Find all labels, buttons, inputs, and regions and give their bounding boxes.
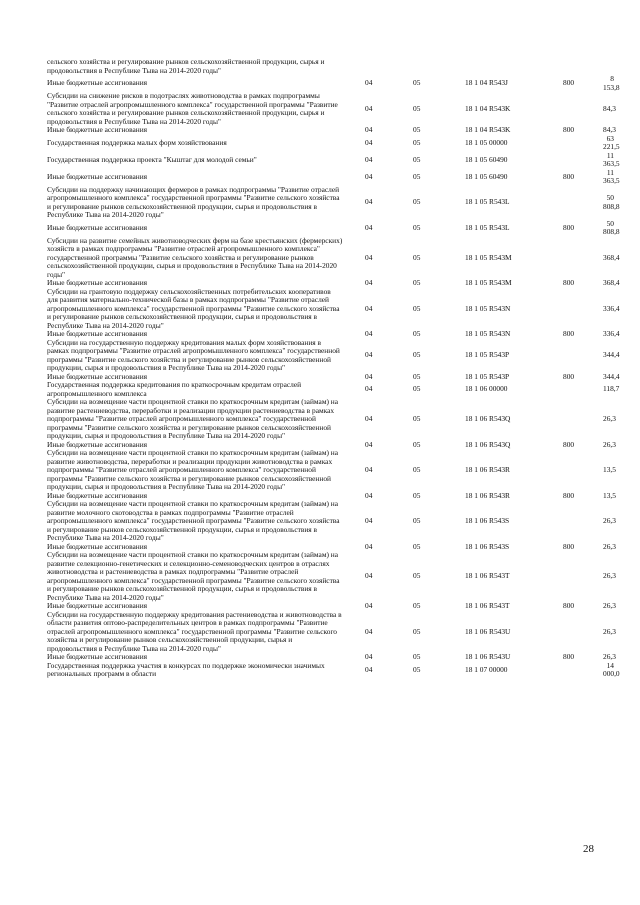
row-expense-type-code: 800 [563,78,575,88]
row-target-article-code: 18 1 05 00000 [465,137,508,147]
row-section-code: 04 [365,171,373,181]
row-expense-type-code: 800 [563,490,575,500]
row-amount: 63 221,5 [603,133,620,151]
row-name: Иные бюджетные ассигнования [47,439,148,449]
row-name: Субсидии на государственную поддержку кредитования растениеводства и животноводства в области развития оптово-распределительных центров в рамках подпрограммы "Развитие отраслей агропромышленного комплекса" государственной программы "Развитие сельского хозяйства и регулирование рынков сельскохозяйственной продукции, сырья и продовольствия в Республике Тыва на 2014-2020 годы" [47,609,342,653]
row-name: Государственная поддержка малых форм хозяйствования [47,137,227,147]
row-target-article-code: 18 1 05 R543N [465,303,511,313]
row-name: Субсидии на снижение рисков в подотраслях животноводства в рамках подпрограммы "Развитие отраслей агропромышленного комплекса" государственной программы "Развитие сельского хозяйства и регулирование рынков сельскохозяйственной продукции, сырья и продовольствия в Республике Тыва на 2014-2020 годы" [47,91,338,126]
row-section-code: 04 [365,125,373,134]
row-target-article-code: 18 1 05 R543L [465,197,510,207]
row-amount: 84,3 [603,103,616,113]
row-expense-type-code [553,135,603,152]
row-amount: 26,3 [603,571,616,581]
row-target-article-code: 18 1 06 R543U [465,652,511,661]
row-section-code: 04 [365,465,373,474]
row-section-code: 04 [365,541,373,551]
row-amount: 344,4 [603,371,620,381]
row-target-article-code: 18 1 05 R543N [465,329,511,338]
row-amount: 13,5 [603,490,616,500]
row-section-code: 04 [365,371,373,381]
row-expense-type-code [553,288,603,331]
row-amount: 368,4 [603,278,620,287]
row-name: Субсидии на возмещение части процентной ставки по краткосрочным кредитам (займам) на развитие животноводства, переработки и реализации продукции животноводства в рамках подпрограммы "Развитие отраслей агропромышленного комплекса" государственной программы "Развитие сельского хозяйства и регулирование рынков сельскохозяйственной продукции, сырья и продовольствия в Республике Тыва на 2014-2020 годы" [47,448,339,491]
table-row [47,75,614,92]
row-section-code: 04 [365,329,373,338]
row-name: Иные бюджетные ассигнования [47,125,148,134]
row-target-article-code: 18 1 06 00000 [465,384,508,394]
row-target-article-code: 18 1 05 R543L [465,222,510,232]
row-section-code: 04 [365,103,373,113]
row-expense-type-code [553,398,603,441]
row-name: Субсидии на возмещение части процентной ставки по краткосрочным кредитам (займам) на развитие молочного скотоводства в рамках подпрограммы "Развитие отраслей агропромышленного комплекса" государственной программы "Развитие сельского хозяйства и регулирование рынков сельскохозяйственной продукции, сырья и продовольствия в Республике Тыва на 2014-2020 годы" [47,499,340,542]
row-subsection-code: 05 [413,626,421,636]
row-amount: 26,3 [603,652,616,661]
row-subsection-code: 05 [413,541,421,551]
row-section-code: 04 [365,664,373,674]
row-section-code: 04 [365,384,373,394]
row-name: Государственная поддержка участия в конкурсах по поддержке экономически значимых региональных программ в области [47,660,325,678]
row-target-article-code: 18 1 05 60490 [465,171,508,181]
budget-table [47,57,620,679]
row-name: Иные бюджетные ассигнования [47,652,148,661]
table-row [47,611,614,654]
row-name: сельского хозяйства и регулирование рынков сельскохозяйственной продукции, сырья и продовольствия в Республике Тыва на 2014-2020 годы" [47,57,325,75]
row-subsection-code [403,58,447,75]
row-amount: 26,3 [603,626,616,636]
row-expense-type-code [553,381,603,398]
table-row [47,662,614,679]
row-section-code: 04 [365,137,373,147]
row-amount: 50 808,8 [603,193,620,211]
row-expense-type-code [553,551,603,602]
row-expense-type-code [553,611,603,654]
row-name: Иные бюджетные ассигнования [47,541,148,551]
row-target-article-code: 18 1 04 R543J [465,78,508,88]
row-expense-type-code: 800 [563,371,575,381]
row-amount: 11 363,5 [603,150,620,168]
row-amount: 368,4 [603,252,620,262]
row-expense-type-code [553,449,603,492]
row-target-article-code: 18 1 05 R543M [465,278,512,287]
row-target-article-code: 18 1 04 R543K [465,103,511,113]
row-target-article-code: 18 1 05 60490 [465,154,508,164]
row-section-code: 04 [365,490,373,500]
row-target-article-code: 18 1 06 R543T [465,571,510,581]
row-amount: 11 363,5 [603,167,620,185]
table-row [47,135,614,152]
row-amount: 118,7 [603,384,620,394]
row-target-article-code: 18 1 06 R543R [465,465,510,474]
table-row [47,126,614,135]
row-amount: 84,3 [603,125,616,134]
row-expense-type-code [553,500,603,543]
row-subsection-code: 05 [413,154,421,164]
row-subsection-code: 05 [413,371,421,381]
row-subsection-code: 05 [413,439,421,449]
row-target-article-code [447,58,553,75]
row-target-article-code: 18 1 05 R543M [465,252,512,262]
row-subsection-code: 05 [413,571,421,581]
row-section-code [349,58,403,75]
row-expense-type-code [553,186,603,220]
row-expense-type-code [553,58,603,75]
row-subsection-code: 05 [413,222,421,232]
row-name: Субсидии на возмещение части процентной ставки по краткосрочным кредитам (займам) на развитие растениеводства, переработки и реализации продукции растениеводства в рамках подпрограммы "Развитие отраслей агропромышленного комплекса" государственной программы "Развитие сельского хозяйства и регулирование рынков сельскохозяйственной продукции, сырья и продовольствия в Республике Тыва на 2014-2020 годы" [47,397,339,440]
row-amount: 13,5 [603,465,616,474]
row-subsection-code: 05 [413,278,421,287]
row-section-code: 04 [365,571,373,581]
table-row [47,381,614,398]
row-section-code: 04 [365,414,373,423]
row-section-code: 04 [365,626,373,636]
row-subsection-code: 05 [413,652,421,661]
row-name: Иные бюджетные ассигнования [47,278,148,287]
row-expense-type-code: 800 [563,329,575,338]
row-section-code: 04 [365,278,373,287]
row-subsection-code: 05 [413,329,421,338]
row-target-article-code: 18 1 06 R543S [465,516,510,525]
row-target-article-code: 18 1 06 R543T [465,601,510,610]
row-subsection-code: 05 [413,516,421,525]
table-row [47,169,614,186]
row-section-code: 04 [365,439,373,449]
row-amount: 26,3 [603,541,616,551]
row-subsection-code: 05 [413,197,421,207]
row-expense-type-code: 800 [563,125,575,134]
row-subsection-code: 05 [413,350,421,360]
page-number: 28 [583,843,594,855]
row-section-code: 04 [365,652,373,661]
row-name: Субсидии на поддержку начинающих фермеров в рамках подпрограммы "Развитие отраслей агропромышленного комплекса" государственной программы "Развитие сельского хозяйства и регулирование рынков сельскохозяйственной продукции, сырья и продовольствия в Республике Тыва на 2014-2020 годы" [47,184,340,219]
row-target-article-code: 18 1 05 R543P [465,350,510,360]
row-target-article-code: 18 1 06 R543S [465,541,510,551]
table-row [47,237,614,280]
table-row [47,339,614,373]
row-name: Иные бюджетные ассигнования [47,222,148,232]
row-amount [603,58,614,75]
row-subsection-code: 05 [413,252,421,262]
row-expense-type-code: 800 [563,541,575,551]
row-expense-type-code [553,92,603,126]
row-section-code: 04 [365,516,373,525]
row-name: Иные бюджетные ассигнования [47,601,148,610]
row-subsection-code: 05 [413,490,421,500]
row-expense-type-code: 800 [563,222,575,232]
row-amount: 8 153,8 [603,74,620,92]
table-row [47,500,614,543]
row-section-code: 04 [365,252,373,262]
table-row [47,152,614,169]
row-name: Субсидии на возмещение части процентной ставки по краткосрочным кредитам (займам) на развитие селекционно-генетических и селекционно-семеноводческих центров в отраслях животноводства и растениеводства в рамках подпрограммы "Развитие отраслей агропромышленного комплекса" государственной программы "Развитие сельского хозяйства и регулирование рынков сельскохозяйственной продукции, сырья и продовольствия в Республике Тыва на 2014-2020 годы" [47,550,340,602]
row-target-article-code: 18 1 05 R543P [465,371,510,381]
row-section-code: 04 [365,197,373,207]
row-name: Государственная поддержка проекта "Кыштаг для молодой семьи" [47,154,257,164]
row-subsection-code: 05 [413,125,421,134]
row-amount: 26,3 [603,601,616,610]
row-name: Иные бюджетные ассигнования [47,78,148,88]
row-expense-type-code: 800 [563,171,575,181]
table-row [47,551,614,602]
row-name: Государственная поддержка кредитования по краткосрочным кредитам отраслей агропромышленного комплекса [47,380,302,398]
row-amount: 26,3 [603,414,616,423]
table-row [47,288,614,331]
row-amount: 336,4 [603,303,620,313]
row-expense-type-code: 800 [563,278,575,287]
row-amount: 50 808,8 [603,218,620,236]
row-name: Субсидии на грантовую поддержку сельскохозяйственных потребительских кооперативов для развития материально-технической базы в рамках подпрограммы "Развитие отраслей агропромышленного комплекса" государственной программы "Развитие сельского хозяйства и регулирование рынков сельскохозяйственной продукции, сырья и продовольствия в Республике Тыва на 2014-2020 годы" [47,286,340,330]
row-name: Иные бюджетные ассигнования [47,490,148,500]
row-target-article-code: 18 1 07 00000 [465,664,508,674]
row-target-article-code: 18 1 06 R543R [465,490,510,500]
row-section-code: 04 [365,154,373,164]
row-name: Субсидии на развитие семейных животноводческих ферм на базе крестьянских (фермерских) хозяйств в рамках подпрограммы "Развитие отраслей агропромышленного комплекса" государственной программы "Развитие сельского хозяйства и регулирование рынков сельскохозяйственной продукции, сырья и продовольствия в Республике Тыва на 2014-2020 годы" [47,235,343,279]
table-row [47,58,614,75]
row-amount: 26,3 [603,439,616,449]
table-row [47,449,614,492]
row-subsection-code: 05 [413,465,421,474]
row-expense-type-code: 800 [563,601,575,610]
row-name: Иные бюджетные ассигнования [47,371,148,381]
row-subsection-code: 05 [413,103,421,113]
row-subsection-code: 05 [413,664,421,674]
table-row [47,220,614,237]
row-subsection-code: 05 [413,171,421,181]
row-subsection-code: 05 [413,303,421,313]
row-subsection-code: 05 [413,384,421,394]
row-expense-type-code: 800 [563,652,575,661]
row-subsection-code: 05 [413,137,421,147]
row-subsection-code: 05 [413,414,421,423]
row-section-code: 04 [365,222,373,232]
row-expense-type-code [553,237,603,280]
row-amount: 336,4 [603,329,620,338]
row-name: Субсидии на государственную поддержку кредитования малых форм хозяйствования в рамках подпрограммы "Развитие отраслей агропромышленного комплекса" государственной программы "Развитие сельского хозяйства и регулирование рынков сельскохозяйственной продукции, сырья и продовольствия в Республике Тыва на 2014-2020 годы" [47,337,340,372]
row-target-article-code: 18 1 06 R543Q [465,414,511,423]
table-row [47,186,614,220]
budget-table-body [47,57,620,679]
row-expense-type-code [553,662,603,679]
row-target-article-code: 18 1 06 R543Q [465,439,511,449]
row-name: Иные бюджетные ассигнования [47,171,148,181]
row-name: Иные бюджетные ассигнования [47,329,148,338]
row-expense-type-code: 800 [563,439,575,449]
row-amount: 26,3 [603,516,616,525]
row-amount: 14 000,0 [603,660,620,678]
table-row [47,398,614,441]
row-section-code: 04 [365,303,373,313]
table-row [47,92,614,126]
row-amount: 344,4 [603,350,620,360]
row-expense-type-code [553,152,603,169]
row-subsection-code: 05 [413,78,421,88]
row-section-code: 04 [365,350,373,360]
row-subsection-code: 05 [413,601,421,610]
row-section-code: 04 [365,601,373,610]
row-expense-type-code [553,339,603,373]
row-target-article-code: 18 1 06 R543U [465,626,511,636]
row-target-article-code: 18 1 04 R543K [465,125,511,134]
row-section-code: 04 [365,78,373,88]
